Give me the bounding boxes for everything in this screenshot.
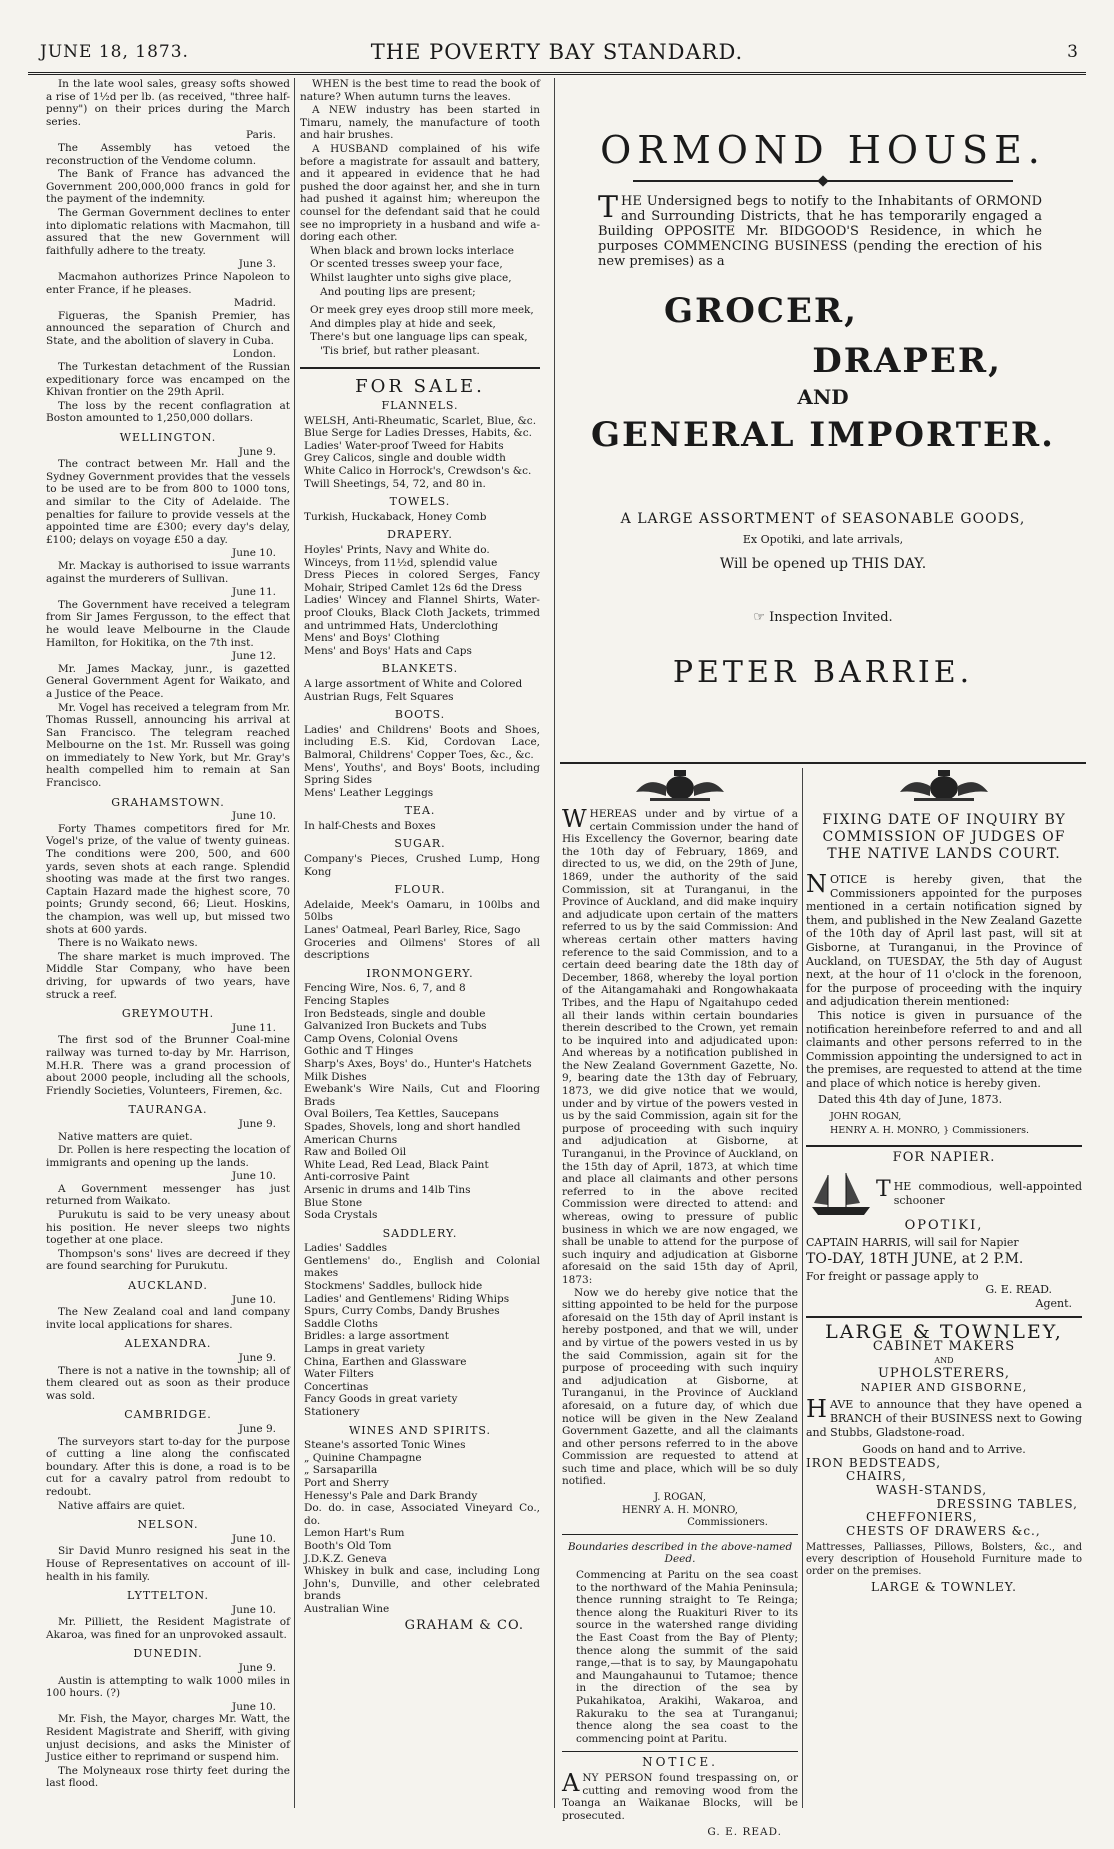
sale-item: Lamps in great variety <box>304 1343 425 1356</box>
sale-column <box>300 78 540 1632</box>
news-paragraph: The Government have received a telegram from Sir James Fergusson, to the effect that he would leave Melbourne in the Claude Hamilton, for Hokitika, on the 7th inst. <box>46 598 290 649</box>
sale-item: Iron Bedsteads, single and double <box>304 1007 486 1020</box>
paris-para-1: The Assembly has vetoed the reconstruction of the Vendome column. <box>46 141 290 167</box>
goods-line: Goods on hand and to Arrive. <box>862 1443 1026 1457</box>
poem-line: Or scented tresses sweep your face, <box>310 258 503 271</box>
read-signature: G. E. READ. <box>707 1826 782 1839</box>
sale-category-heading: SUGAR. <box>394 837 446 851</box>
sale-item: Grey Calicos, single and double width <box>304 452 506 465</box>
sale-item: White Lead, Red Lead, Black Paint <box>304 1158 489 1171</box>
upholsterers: UPHOLSTERERS, <box>877 1366 1011 1382</box>
sale-category-heading: FLANNELS. <box>381 399 459 413</box>
boundaries-title: Boundaries described in the above-named Deed. <box>567 1540 793 1566</box>
furniture-item: CHAIRS, <box>846 1469 907 1484</box>
news-paragraph: Native matters are quiet. <box>58 1130 193 1143</box>
sale-item: Blue Stone <box>304 1196 363 1209</box>
section-heading: GREYMOUTH. <box>121 1007 215 1021</box>
sale-item: Fencing Staples <box>304 995 390 1007</box>
news-paragraph: Mr. Fish, the Mayor, charges Mr. Watt, the Resident Magistrate and Sheriff, with giving unjust decisions, and asks the Minister of Justice either to reprimand or suspend him. <box>46 1713 290 1764</box>
section-divider <box>300 367 540 369</box>
sale-item: Ladies' Water-proof Tweed for Habits <box>304 439 504 452</box>
dateline-madrid: Madrid. <box>233 297 276 310</box>
sale-item: Twill Sheetings, 54, 72, and 80 in. <box>304 477 486 490</box>
ex-opotiki-line: Ex Opotiki, and late arrivals, <box>742 533 904 546</box>
sale-item: Fancy Goods in great variety <box>304 1393 458 1406</box>
news-paragraph: The Molyneaux rose thirty feet during the last flood. <box>46 1764 290 1790</box>
section-heading: LYTTELTON. <box>127 1589 209 1603</box>
furniture-item: CHEFFONIERS, <box>866 1510 978 1525</box>
sale-item: American Churns <box>304 1133 398 1146</box>
news-paragraph: Sir David Munro resigned his seat in the House of Representatives on account of ill-health in his family. <box>46 1545 290 1583</box>
captain-line: CAPTAIN HARRIS, will sail for Napier <box>806 1236 1019 1250</box>
dateline: June 9. <box>238 1422 276 1435</box>
sale-item: Austrian Rugs, Felt Squares <box>304 690 454 703</box>
furniture-item: WASH-STANDS, <box>876 1482 988 1497</box>
sale-item: Port and Sherry <box>304 1476 389 1489</box>
dateline: June 10. <box>232 1603 276 1616</box>
joke-2: A NEW industry has been started in Timaru, namely, the manufacture of tooth and hair brushes. <box>300 104 540 142</box>
sale-item: Stockmens' Saddles, bullock hide <box>304 1280 483 1293</box>
joke-3: A HUSBAND complained of his wife before a magistrate for assault and battery, and it appeared in evidence that he had pushed the door against her, and she in turn had pushed it against him; whereupon the counsel for the defendant said that he could see no impropriety in a husband and wife a-doring each other. <box>300 142 540 244</box>
sale-item: Australian Wine <box>304 1602 390 1615</box>
news-paragraph: The contract between Mr. Hall and the Sydney Government provides that the vessels to be used are to be from 800 to 1000 tons, and similar to the City of Adelaide. The penalties for failure to provide vessels at the appointed time are £300; every day's delay, £100; delays on voyage £50 a day. <box>46 458 290 546</box>
sale-categories <box>300 400 540 1615</box>
sale-item: Gothic and T Hinges <box>304 1045 414 1058</box>
sale-item: Steane's assorted Tonic Wines <box>304 1439 466 1452</box>
sale-item: Booth's Old Tom <box>304 1539 392 1552</box>
draper-heading: DRAPER, <box>812 341 1002 381</box>
news-paragraph: Dr. Pollen is here respecting the location of immigrants and opening up the lands. <box>46 1144 290 1169</box>
column-rule-2 <box>554 78 555 1808</box>
poem <box>300 245 540 358</box>
news-paragraph: The New Zealand coal and land company invite local applications for shares. <box>46 1306 290 1331</box>
dropcap: A <box>562 1768 580 1797</box>
dateline: June 9. <box>238 1352 276 1364</box>
sale-item: Camp Ovens, Colonial Ovens <box>304 1032 458 1045</box>
london-para-1: The Turkestan detachment of the Russian expeditionary force was encamped on the Khivan frontier on the 29th April. <box>46 361 290 399</box>
poem-line: 'Tis brief, but rather pleasant. <box>320 344 480 357</box>
column-rule-3 <box>802 768 803 1808</box>
sale-item: WELSH, Anti-Rheumatic, Scarlet, Blue, &c. <box>304 414 537 427</box>
inquiry-notice: OTICE is hereby given, that the Commissioners appointed for the purposes mentioned in a certain notification signed by them, and published in the New Zealand Gazette of the 10th day of April last past, will sit at Gisborne, at Turanganui, in the Province of Auckland, on TUESDAY, the 5th day of August next, at the hour of 11 o'clock in the forenoon, for the purpose of proceeding with the inquiry and adjudication therein mentioned: <box>806 873 1082 1009</box>
dateline: June 10. <box>232 1293 276 1306</box>
news-paragraph: The first sod of the Brunner Coal-mine railway was turned to-day by Mr. Harrison, M.H.R. There was a grand procession of about 2000 people, including all the schools, Friendly Societies, Volunteers, Firemen, &c. <box>46 1034 290 1097</box>
ship-advert: THE commodious, well-appointed schooner <box>806 1169 1082 1219</box>
sale-item: White Calico in Horrock's, Crewdson's &c. <box>304 465 532 478</box>
sale-item: Gentlemens' do., English and Colonial makes <box>304 1254 540 1280</box>
sale-item: Oval Boilers, Tea Kettles, Saucepans <box>304 1108 499 1121</box>
divider <box>562 1751 798 1752</box>
dropcap: T <box>598 190 619 225</box>
sale-item: Company's Pieces, Crushed Lump, Hong Kong <box>304 853 540 878</box>
napier-gisborne: NAPIER AND GISBORNE, <box>860 1380 1028 1394</box>
column-rule-1 <box>294 78 295 1808</box>
sale-item: Fencing Wire, Nos. 6, 7, and 8 <box>304 982 466 995</box>
issue-date: JUNE 18, 1873. <box>40 42 189 62</box>
section-heading: AUCKLAND. <box>128 1279 208 1293</box>
sale-category-heading: SADDLERY. <box>382 1226 458 1240</box>
and-small: AND <box>934 1355 954 1365</box>
section-heading: ALEXANDRA. <box>124 1337 212 1351</box>
news-paragraph: Purukutu is said to be very uneasy about his position. He never sleeps two nights together at one place. <box>46 1209 290 1247</box>
for-sale-title: FOR SALE. <box>355 376 485 398</box>
dateline: June 10. <box>232 547 276 560</box>
advert-divider <box>560 762 1086 764</box>
sale-item: Spades, Shovels, long and short handled <box>304 1120 521 1133</box>
dateline: June 11. <box>232 1021 276 1034</box>
ship-name: OPOTIKI, <box>904 1217 984 1233</box>
schooner-icon <box>806 1169 876 1219</box>
sale-item: „ Quinine Champagne <box>304 1451 422 1464</box>
napier-title: FOR NAPIER. <box>892 1150 996 1166</box>
sale-item: Turkish, Huckaback, Honey Comb <box>304 510 487 523</box>
section-heading: CAMBRIDGE. <box>124 1408 212 1422</box>
dateline: June 9. <box>238 1662 276 1675</box>
news-sections <box>46 432 290 1790</box>
paris-para-3: The German Government declines to enter into diplomatic relations with Macmahon, till assured that the new Government will faithfully adhere to the treaty. <box>46 206 290 257</box>
news-column <box>46 78 290 1791</box>
pointing-hand-icon: ☞ <box>753 610 770 625</box>
sale-item: China, Earthen and Glassware <box>304 1355 467 1368</box>
paris-para-2: The Bank of France has advanced the Government 200,000,000 francs in gold for the payment of the indemnity. <box>46 168 290 206</box>
dateline: June 11. <box>232 586 276 599</box>
news-paragraph: A Government messenger has just returned from Waikato. <box>46 1182 290 1208</box>
royal-crest-icon <box>874 768 1014 804</box>
sale-item: Mens' and Boys' Clothing <box>304 632 440 645</box>
sale-item: Galvanized Iron Buckets and Tubs <box>304 1020 487 1033</box>
and-heading: AND <box>797 385 849 409</box>
section-heading: DUNEDIN. <box>133 1647 203 1661</box>
sale-item: Dress Pieces in colored Serges, Fancy Mohair, Striped Camlet 12s 6d the Dress <box>304 569 540 594</box>
sale-item: Whiskey in bulk and case, including Long John's, Dunville, and other celebrated brands <box>304 1565 540 1603</box>
sale-category-heading: WINES AND SPIRITS. <box>348 1423 492 1437</box>
furniture-item: DRESSING TABLES, <box>936 1496 1078 1511</box>
section-heading: GRAHAMSTOWN. <box>111 795 225 809</box>
postponement-text: Now we do hereby give notice that the sitting appointed to be held for the purpose aforesaid on the 15th day of April instant is hereby postponed, and that we will, under and by virtue of the powers vested in us by the said Commission, again sit for the purpose of proceeding with such inquiry and adjudication at Gisborne, at Turanganui, in the Province of Auckland aforesaid, on a future day, of which due notice will be given in the New Zealand Government Gazette, and all the claimants and other persons referred to in the above Commission are requested to attend at such time and place, which will be so duly notified. <box>562 1286 798 1488</box>
poem-line: And dimples play at hide and seek, <box>310 317 496 330</box>
sale-category-heading: TOWELS. <box>389 495 451 509</box>
dateline: June 9. <box>238 1117 276 1130</box>
grocer-heading: GROCER, <box>664 291 858 331</box>
news-paragraph: Forty Thames competitors fired for Mr. Vogel's prize, of the value of twenty guineas. The conditions were 200, 500, and 600 yards, seven shots at each range. Splendid shooting was made at the first two ranges. Captain Hazard made the highest score, 70 points; Grundy second, 66; Lieut. Hoskins, the champion, was well up, but missed two shots at 600 yards. <box>46 822 290 936</box>
wool-paragraph: In the late wool sales, greasy softs showed a rise of 1½d per lb. (as received, "three half-penny") on their prices during the March series. <box>46 78 290 128</box>
news-paragraph: Mr. James Mackay, junr., is gazetted General Government Agent for Waikato, and a Justice of the Peace. <box>46 662 290 700</box>
dropcap: H <box>806 1395 827 1424</box>
branch-notice: AVE to announce that they have opened a BRANCH of their BUSINESS next to Gowing and Stubbs, Gladstone-road. <box>806 1398 1082 1439</box>
sale-item: Henessy's Pale and Dark Brandy <box>304 1489 478 1502</box>
inspection-line: ☞ Inspection Invited. <box>753 610 893 625</box>
sale-item: Adelaide, Meek's Oamaru, in 100lbs and 50lbs <box>304 898 540 924</box>
agent-label: Agent. <box>1035 1296 1072 1310</box>
sale-item: Mens', Youths', and Boys' Boots, including Spring Sides <box>304 761 540 787</box>
divider <box>806 1316 1082 1318</box>
poem-line: Or meek grey eyes droop still more meek, <box>310 304 534 317</box>
sale-item: Do. do. in case, Associated Vineyard Co., do. <box>304 1502 540 1527</box>
royal-crest-icon <box>610 768 750 804</box>
news-paragraph: The surveyors start to-day for the purpose of cutting a line along the confiscated boundary. After this is done, a road is to be cut for a cavalry patrol from redoubt to redoubt. <box>46 1435 290 1498</box>
dateline: June 10. <box>232 1532 276 1545</box>
whereas-text: HEREAS under and by virtue of a certain Commission under the hand of His Excellency the Governor, bearing date the 10th day of February, 1869, and directed to us, we did, on the 29th of June, 1869, under the authority of the said Commission, sit at Turanganui, in the Province of Auckland, and did make inquiry and adjudicate upon certain of the matters referred to us by the said Commission: And whereas certain other matters having reference to the said Commission, and to a certain deed bearing date the 18th day of December, 1868, whereby the loyal portion of the Aitangamahaki and Rongowhakaata Tribes, and the Hapu of Ngaitahupo ceded all their lands within certain boundaries therein described to the Crown, yet remain to be inquired into and adjudicated upon: And whereas by a notification published in the New Zealand Government Gazette, No. 9, bearing date the 13th day of February, 1873, we did give notice that we would, under and by virtue of the powers vested in us by the said Commission, again sit for the purpose of proceeding with such inquiry and adjudication at Gisborne, at Turanganui, in the Province of Auckland, on the 15th day of April, 1873, at which time and place all claimants and other persons referred to in the above recited Commission were directed to attend: and whereas, owing to pressure of public business in which we are now engaged, we shall be unable to attend for the purpose of such inquiry and adjudication at Gisborne aforesaid on the said 15th day of April, 1873: <box>562 808 798 1286</box>
peter-barrie-name: PETER BARRIE. <box>672 655 974 690</box>
furniture-item: CHESTS OF DRAWERS &c., <box>846 1523 1041 1538</box>
furniture-item: IRON BEDSTEADS, <box>806 1455 942 1470</box>
commissioners-sig: J. ROGAN, HENRY A. H. MONRO, Commissioners. <box>622 1492 768 1529</box>
sale-item: Raw and Boiled Oil <box>304 1146 407 1159</box>
masthead <box>28 38 1086 66</box>
importer-heading: GENERAL IMPORTER. <box>590 415 1055 455</box>
inquiry-signatures: JOHN ROGAN, HENRY A. H. MONRO, } Commissioners. <box>830 1111 1029 1136</box>
masthead-rule <box>28 72 1086 75</box>
sale-item: A large assortment of White and Colored <box>304 677 523 690</box>
macmahon-para: Macmahon authorizes Prince Napoleon to enter France, if he pleases. <box>46 270 290 296</box>
large-townley-footer: LARGE & TOWNLEY. <box>871 1580 1017 1595</box>
poem-line: When black and brown locks interlace <box>310 244 514 257</box>
news-paragraph: Mr. Vogel has received a telegram from Mr. Thomas Russell, announcing his arrival at San Francisco. The telegram reached Melbourne on the 1st. Mr. Russell was going on immediately to New York, but Mr. Gray's health compelled him to remain at San Francisco. <box>46 701 290 790</box>
dateline: June 12. <box>232 650 276 663</box>
trespass-notice: NY PERSON found trespassing on, or cutting and removing wood from the Toanga an Waikanae Blocks, will be prosecuted. <box>562 1771 798 1822</box>
poem-line: Whilst laughter unto sighs give place, <box>310 271 512 284</box>
sale-item: Lemon Hart's Rum <box>304 1527 405 1540</box>
ornamental-rule <box>633 180 1013 182</box>
sale-item: Arsenic in drums and 14lb Tins <box>304 1183 471 1196</box>
sale-category-heading: TEA. <box>404 804 436 818</box>
sale-item: Milk Dishes <box>304 1070 367 1083</box>
graham-signature: GRAHAM & CO. <box>404 1617 524 1633</box>
opening-line: Will be opened up THIS DAY. <box>719 556 927 572</box>
sale-category-heading: FLOUR. <box>394 883 446 897</box>
sale-item: Ladies' Saddles <box>304 1242 387 1255</box>
divider <box>806 1145 1082 1147</box>
news-paragraph: Native affairs are quiet. <box>58 1499 186 1512</box>
sale-item: Ladies' Wincey and Flannel Shirts, Water-proof Clouks, Black Cloth Jackets, trimmed and untrimmed Hats, Underclothing <box>304 594 540 632</box>
dateline: June 10. <box>232 1700 276 1713</box>
section-heading: NELSON. <box>137 1518 199 1532</box>
poem-line: And pouting lips are present; <box>320 285 476 298</box>
sale-item: Anti-corrosive Paint <box>304 1171 410 1184</box>
section-heading: WELLINGTON. <box>119 431 217 445</box>
sale-item: Water Filters <box>304 1368 374 1381</box>
dateline: June 9. <box>238 445 276 458</box>
london-para-2: The loss by the recent conflagration at Boston amounted to 1,250,000 dollars. <box>46 399 290 425</box>
sale-item: Ladies' and Gentlemens' Riding Whips <box>304 1292 510 1305</box>
sale-item: Mens' Leather Leggings <box>304 786 434 799</box>
sale-item: Hoyles' Prints, Navy and White do. <box>304 544 490 556</box>
mattresses-line: Mattresses, Palliasses, Pillows, Bolsters, &c., and every description of Household Furniture made to order on the premises. <box>806 1542 1082 1578</box>
ormond-house-advert <box>560 80 1086 760</box>
assortment-line: A LARGE ASSORTMENT of SEASONABLE GOODS, <box>620 511 1026 527</box>
cabinet-makers: CABINET MAKERS <box>872 1339 1016 1355</box>
sale-category-heading: BLANKETS. <box>381 662 459 676</box>
dateline: June 10. <box>232 810 276 823</box>
inquiry-dated: Dated this 4th day of June, 1873. <box>818 1092 1003 1106</box>
boundaries-text: Commencing at Paritu on the sea coast to the northward of the Mahia Peninsula; thence running straight to Te Reinga; thence along the Ruakituri River to its source in the watershed range dividing the East Coast from the Bay of Plenty; thence along the summit of the said range,—that is to say, by Maungapohatu and Maungahaunui to Tutamoe; thence in the direction of the sea by Pukahikatoa, Arakihi, Wakaroa, and Rakuraku to the sea at Turanganui; thence along the sea coast to the commencing point at Paritu. <box>576 1569 798 1745</box>
sale-item: Mens' and Boys' Hats and Caps <box>304 644 472 657</box>
sale-item: „ Sarsaparilla <box>304 1464 378 1477</box>
sale-item: Spurs, Curry Combs, Dandy Brushes <box>304 1305 500 1318</box>
divider <box>562 1534 798 1535</box>
news-paragraph: Thompson's sons' lives are decreed if they are found searching for Purukutu. <box>46 1247 290 1273</box>
sale-category-heading: BOOTS. <box>394 708 446 722</box>
ormond-body <box>560 190 1086 269</box>
sale-item: Winceys, from 11½d, splendid value <box>304 556 498 569</box>
newspaper-title: THE POVERTY BAY STANDARD. <box>370 40 744 64</box>
sale-item: In half-Chests and Boxes <box>304 819 436 832</box>
news-paragraph: There is not a native in the township; all of them cleared out as soon as their produce was sold. <box>46 1364 290 1402</box>
madrid-para: Figueras, the Spanish Premier, has announced the separation of Church and State, and the abolition of slavery in Cuba. <box>46 309 290 347</box>
sale-category-heading: DRAPERY. <box>387 528 453 542</box>
news-paragraph: Mr. Mackay is authorised to issue warrants against the murderers of Sullivan. <box>46 559 290 585</box>
large-townley-title: LARGE & TOWNLEY, <box>825 1321 1063 1344</box>
sale-item: Ewebank's Wire Nails, Cut and Flooring Brads <box>304 1083 540 1108</box>
section-heading: TAURANGA. <box>128 1103 208 1117</box>
ormond-title: ORMOND HOUSE. <box>600 128 1046 172</box>
joke-1: WHEN is the best time to read the book of nature? When autumn turns the leaves. <box>300 78 540 103</box>
ormond-text: HE Undersigned begs to notify to the Inhabitants of ORMOND and Surrounding Districts, that he has temporarily engaged a Building OPPOSITE Mr. BIDGOOD'S Residence, in which he purposes COMMENCING BUSINESS (pending the erection of his new premises) as a <box>598 194 1042 269</box>
sale-item: Bridles: a large assortment <box>304 1330 449 1343</box>
agent-name: G. E. READ. <box>985 1283 1052 1297</box>
inquiry-notice-2: This notice is given in pursuance of the notification hereinbefore referred to and and all claimants and other persons referred to in the Commission appointing the undersigned to act in the premises, are requested to attend at the time and place of which notice is hereby given. <box>806 1008 1082 1090</box>
sale-item: Soda Crystals <box>304 1209 378 1222</box>
dropcap: N <box>806 870 827 898</box>
dateline-london: London. <box>232 348 276 361</box>
inquiry-title: FIXING DATE OF INQUIRY BY COMMISSION OF JUDGES OF THE NATIVE LANDS COURT. <box>822 812 1066 862</box>
news-paragraph: Austin is attempting to walk 1000 miles in 100 hours. (?) <box>46 1674 290 1700</box>
sale-item: Lanes' Oatmeal, Pearl Barley, Rice, Sago <box>304 924 521 937</box>
dateline-june3: June 3. <box>238 258 276 271</box>
poem-line: There's but one language lips can speak, <box>310 331 528 344</box>
sale-item: J.D.K.Z. Geneva <box>304 1552 387 1565</box>
news-paragraph: There is no Waikato news. <box>58 937 198 950</box>
sailing-time: TO-DAY, 18TH JUNE, at 2 P.M. <box>806 1251 1024 1268</box>
sale-item: Blue Serge for Ladies Dresses, Habits, &c. <box>304 427 532 440</box>
right-column <box>806 768 1082 1595</box>
news-paragraph: Mr. Pilliett, the Resident Magistrate of Akaroa, was fined for an unprovoked assault. <box>46 1616 290 1641</box>
freight-line: For freight or passage apply to <box>806 1269 979 1283</box>
dropcap: W <box>562 805 587 833</box>
sale-item: Saddle Cloths <box>304 1317 378 1330</box>
sale-item: Sharp's Axes, Boys' do., Hunter's Hatchets <box>304 1057 532 1070</box>
sale-item: Ladies' and Childrens' Boots and Shoes, including E.S. Kid, Cordovan Lace, Balmoral, Childrens' Copper Toes, &c., &c. <box>304 723 540 761</box>
page-number: 3 <box>1067 42 1078 62</box>
commission-notice <box>562 768 798 1839</box>
dateline: June 10. <box>232 1170 276 1183</box>
sale-category-heading: IRONMONGERY. <box>366 966 474 980</box>
dateline-paris: Paris. <box>246 129 276 142</box>
notice-title: NOTICE. <box>642 1755 718 1770</box>
sale-item: Stationery <box>304 1406 360 1418</box>
sale-item: Concertinas <box>304 1380 369 1393</box>
news-paragraph: The share market is much improved. The Middle Star Company, who have been driving, for upwards of two years, have struck a reef. <box>46 950 290 1001</box>
sale-item: Groceries and Oilmens' Stores of all descriptions <box>304 936 540 962</box>
